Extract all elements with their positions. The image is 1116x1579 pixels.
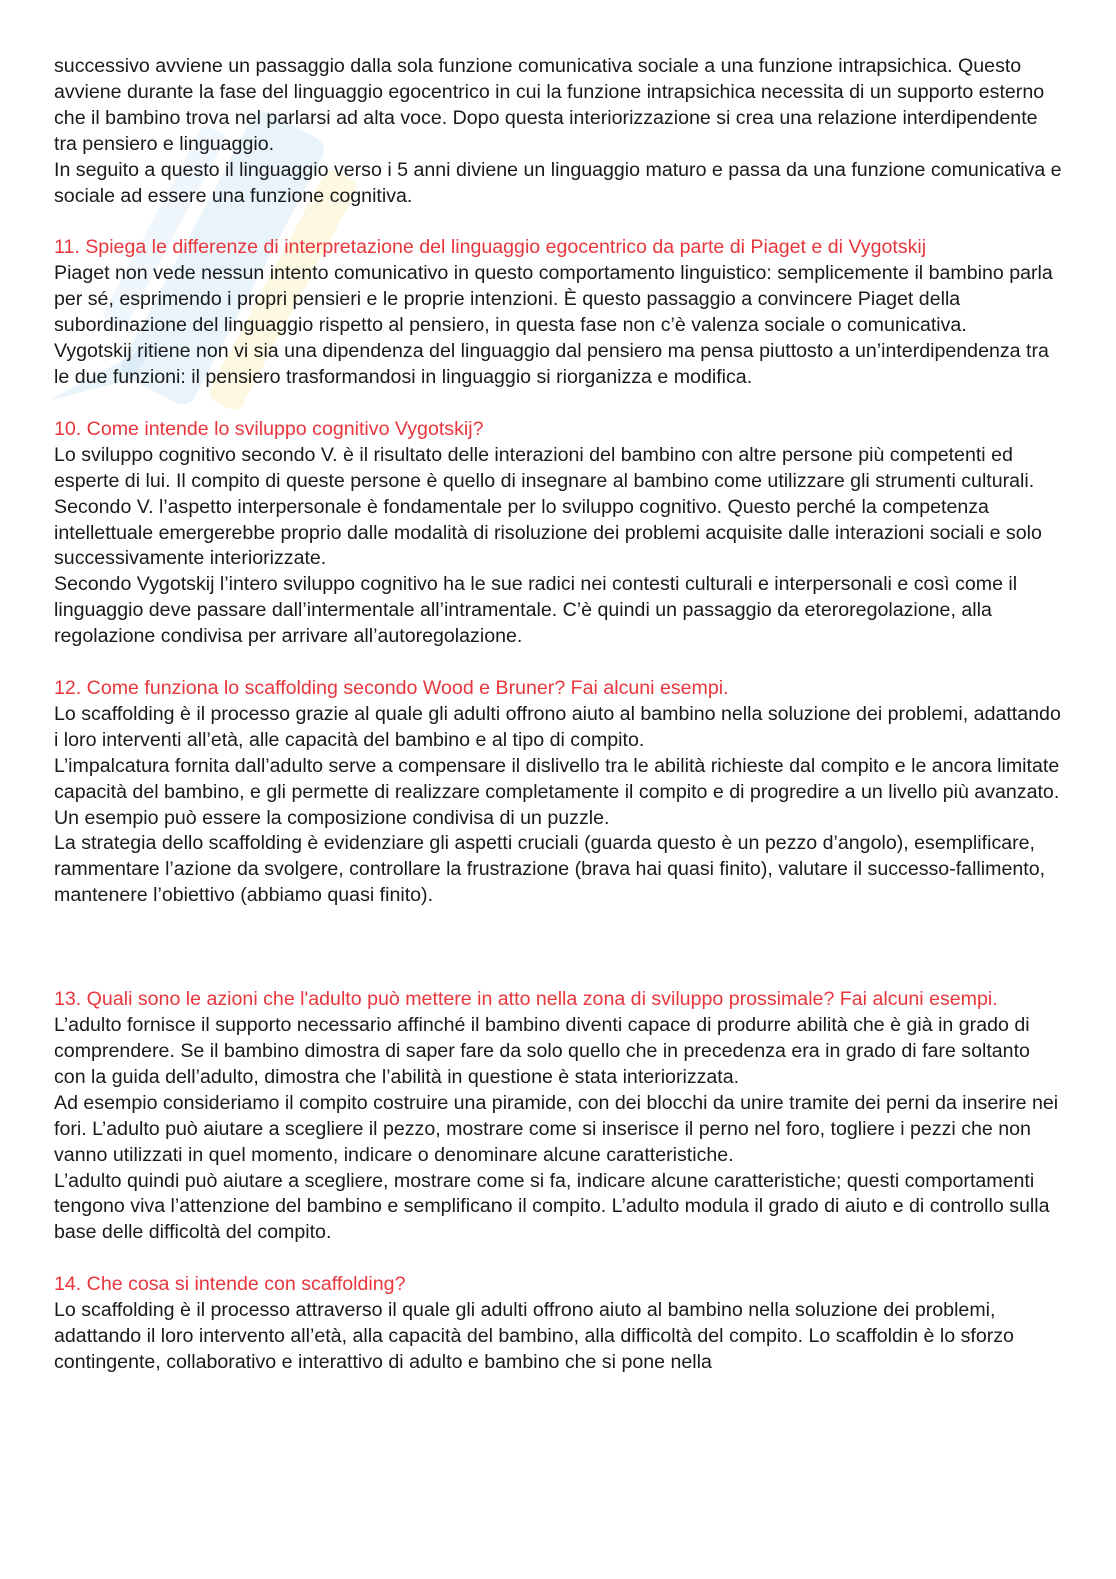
paragraph: Lo scaffolding è il processo grazie al quale gli adulti offrono aiuto al bambino nella soluzione dei problemi, adattando i loro interventi all’età, alle capacità del bambino e al tipo di compito. [54, 702, 1061, 751]
paragraph: Ad esempio consideriamo il compito costruire una piramide, con dei blocchi da unire tramite dei perni da inserire nei fori. L’adulto può aiutare a scegliere il pezzo, mostrare come si inserisce il perno nel foro, togliere i pezzi che non vanno utilizzati in quel momento, indicare o denominare alcune caratteristiche. [54, 1091, 1059, 1166]
answer [54, 702, 1064, 909]
paragraph: La strategia dello scaffolding è evidenziare gli aspetti cruciali (guarda questo è un pezzo d’angolo), esemplificare, rammentare l’azione da svolgere, controllare la frustrazione (brava hai quasi finito), valutare il successo-fallimento, mantenere l’obiettivo (abbiamo quasi finito). [54, 832, 1046, 907]
answer [54, 443, 1064, 650]
section-question-11 [54, 235, 1064, 390]
paragraph: L’adulto quindi può aiutare a scegliere, mostrare come si fa, indicare alcune caratteristiche; questi comportamenti tengono viva l’attenzione del bambino e semplificano il compito. L’adulto modula il grado di aiuto e di controllo sulla base delle difficoltà del compito. [54, 1169, 1050, 1244]
question-heading: 14. Che cosa si intende con scaffolding? [54, 1273, 406, 1296]
paragraph: Piaget non vede nessun intento comunicativo in questo comportamento linguistico: semplicemente il bambino parla per sé, esprimendo i propri pensieri e le proprie intenzioni. È questo passaggio a convincere Piaget della subordinazione del linguaggio rispetto al pensiero, in questa fase non c’è valenza sociale o comunicativa. [54, 262, 1053, 337]
question-heading: 13. Quali sono le azioni che l'adulto può mettere in atto nella zona di sviluppo prossimale? Fai alcuni esempi. [54, 988, 998, 1011]
paragraph: In seguito a questo il linguaggio verso i 5 anni diviene un linguaggio maturo e passa da una funzione comunicativa e sociale ad essere una funzione cognitiva. [54, 158, 1062, 207]
answer [54, 1298, 1064, 1376]
intro-section [54, 54, 1064, 209]
paragraph: L’adulto fornisce il supporto necessario affinché il bambino diventi capace di produrre abilità che è già in grado di comprendere. Se il bambino dimostra di saper fare da solo quello che in precedenza era in grado di fare soltanto con la guida dell’adulto, dimostra che l’abilità in questione è stata interiorizzata. [54, 1014, 1030, 1088]
paragraph: Lo sviluppo cognitivo secondo V. è il risultato delle interazioni del bambino con altre persone più competenti ed esperte di lui. Il compito di queste persone è quello di insegnare al bambino come utilizzare gli strumenti culturali. Secondo V. l’aspetto interpersonale è fondamentale per lo sviluppo cognitivo. Questo perché la competenza intellettuale emergerebbe proprio dalle modalità di risoluzione dei problemi acquisite dalle interazioni sociali e solo successivamente interiorizzate. [54, 443, 1042, 570]
section-question-10 [54, 417, 1064, 650]
paragraph: Secondo Vygotskij l’intero sviluppo cognitivo ha le sue radici nei contesti culturali e interpersonali e così come il linguaggio deve passare dall’intermentale all’intramentale. C’è quindi un passaggio da eteroregolazione, alla regolazione condivisa per arrivare all’autoregolazione. [54, 573, 1018, 648]
question-heading: 11. Spiega le differenze di interpretazione del linguaggio egocentrico da parte di Piaget e di Vygotskij [54, 236, 927, 259]
question-heading: 12. Come funziona lo scaffolding secondo Wood e Bruner? Fai alcuni esempi. [54, 677, 729, 700]
answer [54, 261, 1064, 391]
paragraph: Vygotskij ritiene non vi sia una dipendenza del linguaggio dal pensiero ma pensa piuttosto a un’interdipendenza tra le due funzioni: il pensiero trasformandosi in linguaggio si riorganizza e modifica. [54, 340, 1049, 388]
section-question-12 [54, 676, 1064, 909]
answer [54, 1013, 1064, 1246]
document-page [54, 54, 1064, 1376]
question-heading: 10. Come intende lo sviluppo cognitivo Vygotskij? [54, 417, 484, 440]
section-question-13 [54, 987, 1064, 1246]
paragraph: Lo scaffolding è il processo attraverso il quale gli adulti offrono aiuto al bambino nella soluzione dei problemi, adattando il loro intervento all’età, alla capacità del bambino, alla difficoltà del compito. Lo scaffoldin è lo sforzo contingente, collaborativo e interattivo di adulto e bambino che si pone nella [54, 1299, 1014, 1373]
section-question-14 [54, 1272, 1064, 1376]
paragraph: L’impalcatura fornita dall’adulto serve a compensare il dislivello tra le abilità richieste dal compito e le ancora limitate capacità del bambino, e gli permette di realizzare completamente il compito e di progredire a un livello più avanzato. Un esempio può essere la composizione condivisa di un puzzle. [54, 754, 1060, 829]
paragraph: successivo avviene un passaggio dalla sola funzione comunicativa sociale a una funzione intrapsichica. Questo avviene durante la fase del linguaggio egocentrico in cui la funzione intrapsichica necessita di un supporto esterno che il bambino trova nel parlarsi ad alta voce. Dopo questa interiorizzazione si crea una relazione interdipendente tra pensiero e linguaggio. [54, 55, 1045, 155]
